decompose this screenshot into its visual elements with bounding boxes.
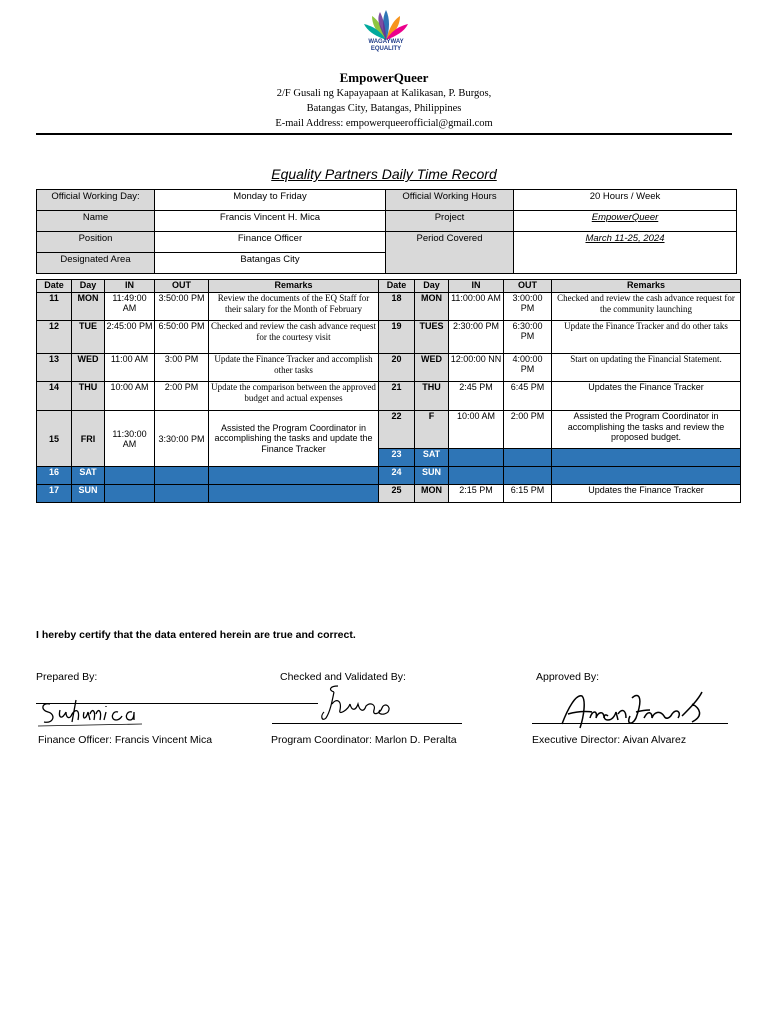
- working-hours-label: Official Working Hours: [386, 190, 514, 211]
- time-out-cell: 6:15 PM: [504, 485, 552, 503]
- document-title: Equality Partners Daily Time Record: [271, 166, 497, 182]
- day-cell: SAT: [72, 467, 105, 485]
- employee-info-table: [36, 189, 737, 274]
- day-cell: WED: [415, 354, 449, 382]
- time-out-cell: [155, 485, 209, 503]
- prepared-by-signature-icon: [36, 694, 146, 730]
- time-out-cell: 3:30:00 PM: [155, 411, 209, 467]
- name-value: Francis Vincent H. Mica: [155, 211, 386, 232]
- day-cell: FRI: [72, 411, 105, 467]
- day-cell: WED: [72, 354, 105, 382]
- address-line-1: 2/F Gusali ng Kapayapaan at Kalikasan, P. Burgos,: [276, 88, 492, 99]
- remarks-cell: Update the Finance Tracker and do other taks: [552, 321, 741, 354]
- time-out-cell: 3:00 PM: [155, 354, 209, 382]
- day-cell: TUES: [415, 321, 449, 354]
- column-header: Date: [379, 280, 415, 293]
- checked-by-label: Checked and Validated By:: [280, 671, 406, 683]
- date-cell: 19: [379, 321, 415, 354]
- approved-by-label: Approved By:: [536, 671, 600, 683]
- table-row: [37, 485, 741, 503]
- remarks-cell: Update the Finance Tracker and accomplish other tasks: [209, 354, 379, 382]
- approved-by-name: Executive Director: Aivan Alvarez: [532, 734, 687, 746]
- remarks-cell: Updates the Finance Tracker: [552, 485, 741, 503]
- name-label: Name: [37, 211, 155, 232]
- time-in-cell: [105, 485, 155, 503]
- time-out-cell: 2:00 PM: [504, 411, 552, 449]
- remarks-cell: Start on updating the Financial Statement.: [552, 354, 741, 382]
- date-cell: 22: [379, 411, 415, 449]
- remarks-cell: Update the comparison between the approved budget and actual expenses: [209, 382, 379, 411]
- remarks-cell: Updates the Finance Tracker: [552, 382, 741, 411]
- time-in-cell: 2:15 PM: [449, 485, 504, 503]
- time-out-cell: 2:00 PM: [155, 382, 209, 411]
- remarks-cell: [552, 449, 741, 467]
- day-cell: MON: [72, 293, 105, 321]
- time-out-cell: 6:45 PM: [504, 382, 552, 411]
- table-row: [37, 382, 741, 411]
- remarks-cell: Checked and review the cash advance request for the courtesy visit: [209, 321, 379, 354]
- time-out-cell: 4:00:00 PM: [504, 354, 552, 382]
- date-cell: 14: [37, 382, 72, 411]
- logo-text: WAGAYWAY EQUALITY: [368, 39, 404, 52]
- column-header: Date: [37, 280, 72, 293]
- date-cell: 20: [379, 354, 415, 382]
- time-in-cell: [105, 467, 155, 485]
- day-cell: SUN: [415, 467, 449, 485]
- day-cell: THU: [72, 382, 105, 411]
- day-cell: SAT: [415, 449, 449, 467]
- certification-statement: I hereby certify that the data entered herein are true and correct.: [36, 629, 356, 641]
- date-cell: 11: [37, 293, 72, 321]
- time-in-cell: [449, 467, 504, 485]
- area-value: Batangas City: [155, 253, 386, 274]
- time-in-cell: 2:45 PM: [449, 382, 504, 411]
- day-cell: TUE: [72, 321, 105, 354]
- working-day-value: Monday to Friday: [155, 190, 386, 211]
- remarks-cell: Assisted the Program Coordinator in accomplishing the tasks and review the proposed budget.: [552, 411, 741, 449]
- address-line-2: Batangas City, Batangas, Philippines: [306, 103, 462, 114]
- project-label: Project: [386, 211, 514, 232]
- time-in-cell: 2:30:00 PM: [449, 321, 504, 354]
- working-day-label: Official Working Day:: [37, 190, 155, 211]
- time-in-cell: 11:00:00 AM: [449, 293, 504, 321]
- checked-by-name: Program Coordinator: Marlon D. Peralta: [271, 734, 457, 746]
- column-header: Day: [72, 280, 105, 293]
- column-header: IN: [449, 280, 504, 293]
- time-out-cell: [504, 449, 552, 467]
- project-value: EmpowerQueer: [514, 211, 737, 232]
- remarks-cell: [209, 467, 379, 485]
- date-cell: 13: [37, 354, 72, 382]
- day-cell: F: [415, 411, 449, 449]
- column-header: OUT: [504, 280, 552, 293]
- time-out-cell: 6:50:00 PM: [155, 321, 209, 354]
- time-in-cell: 11:30:00 AM: [105, 411, 155, 467]
- time-in-cell: 11:49:00 AM: [105, 293, 155, 321]
- day-cell: MON: [415, 293, 449, 321]
- period-value: March 11-25, 2024: [514, 232, 737, 274]
- time-in-cell: 2:45:00 PM: [105, 321, 155, 354]
- approved-by-signature-icon: [532, 688, 712, 732]
- prepared-by-label: Prepared By:: [36, 671, 98, 683]
- remarks-cell: Review the documents of the EQ Staff for their salary for the Month of February: [209, 293, 379, 321]
- remarks-cell: Assisted the Program Coordinator in accomplishing the tasks and update the Finance Tracker: [209, 411, 379, 467]
- date-cell: 18: [379, 293, 415, 321]
- time-out-cell: 6:30:00 PM: [504, 321, 552, 354]
- column-header: Remarks: [552, 280, 741, 293]
- daily-time-record-table: [36, 279, 741, 503]
- prepared-by-name: Finance Officer: Francis Vincent Mica: [38, 734, 213, 746]
- time-out-cell: [155, 467, 209, 485]
- date-cell: 24: [379, 467, 415, 485]
- column-header: OUT: [155, 280, 209, 293]
- time-in-cell: 12:00:00 NN: [449, 354, 504, 382]
- date-cell: 15: [37, 411, 72, 467]
- organization-name: EmpowerQueer: [339, 70, 429, 85]
- date-cell: 25: [379, 485, 415, 503]
- time-out-cell: [504, 467, 552, 485]
- table-row: [37, 354, 741, 382]
- remarks-cell: [209, 485, 379, 503]
- position-value: Finance Officer: [155, 232, 386, 253]
- remarks-cell: [552, 467, 741, 485]
- time-in-cell: 11:00 AM: [105, 354, 155, 382]
- email-line: E-mail Address: empowerqueerofficial@gmail.com: [275, 118, 493, 129]
- column-header: IN: [105, 280, 155, 293]
- table-row: [37, 293, 741, 321]
- header-divider: [36, 133, 732, 135]
- period-label: Period Covered: [386, 232, 514, 274]
- time-in-cell: [449, 449, 504, 467]
- table-header-row: [37, 280, 741, 293]
- working-hours-value: 20 Hours / Week: [514, 190, 737, 211]
- position-label: Position: [37, 232, 155, 253]
- table-row: [37, 411, 741, 449]
- table-row: [37, 321, 741, 354]
- date-cell: 21: [379, 382, 415, 411]
- day-cell: SUN: [72, 485, 105, 503]
- approved-by-signature-line: [532, 723, 728, 724]
- time-in-cell: 10:00 AM: [105, 382, 155, 411]
- date-cell: 16: [37, 467, 72, 485]
- column-header: Remarks: [209, 280, 379, 293]
- remarks-cell: Checked and review the cash advance request for the community launching: [552, 293, 741, 321]
- time-in-cell: 10:00 AM: [449, 411, 504, 449]
- date-cell: 12: [37, 321, 72, 354]
- area-label: Designated Area: [37, 253, 155, 274]
- date-cell: 17: [37, 485, 72, 503]
- time-out-cell: 3:00:00 PM: [504, 293, 552, 321]
- day-cell: THU: [415, 382, 449, 411]
- time-out-cell: 3:50:00 PM: [155, 293, 209, 321]
- checked-by-signature-icon: [318, 682, 404, 728]
- table-row: [37, 467, 741, 485]
- column-header: Day: [415, 280, 449, 293]
- day-cell: MON: [415, 485, 449, 503]
- checked-by-signature-line: [272, 723, 462, 724]
- date-cell: 23: [379, 449, 415, 467]
- prepared-by-signature-line: [36, 703, 318, 704]
